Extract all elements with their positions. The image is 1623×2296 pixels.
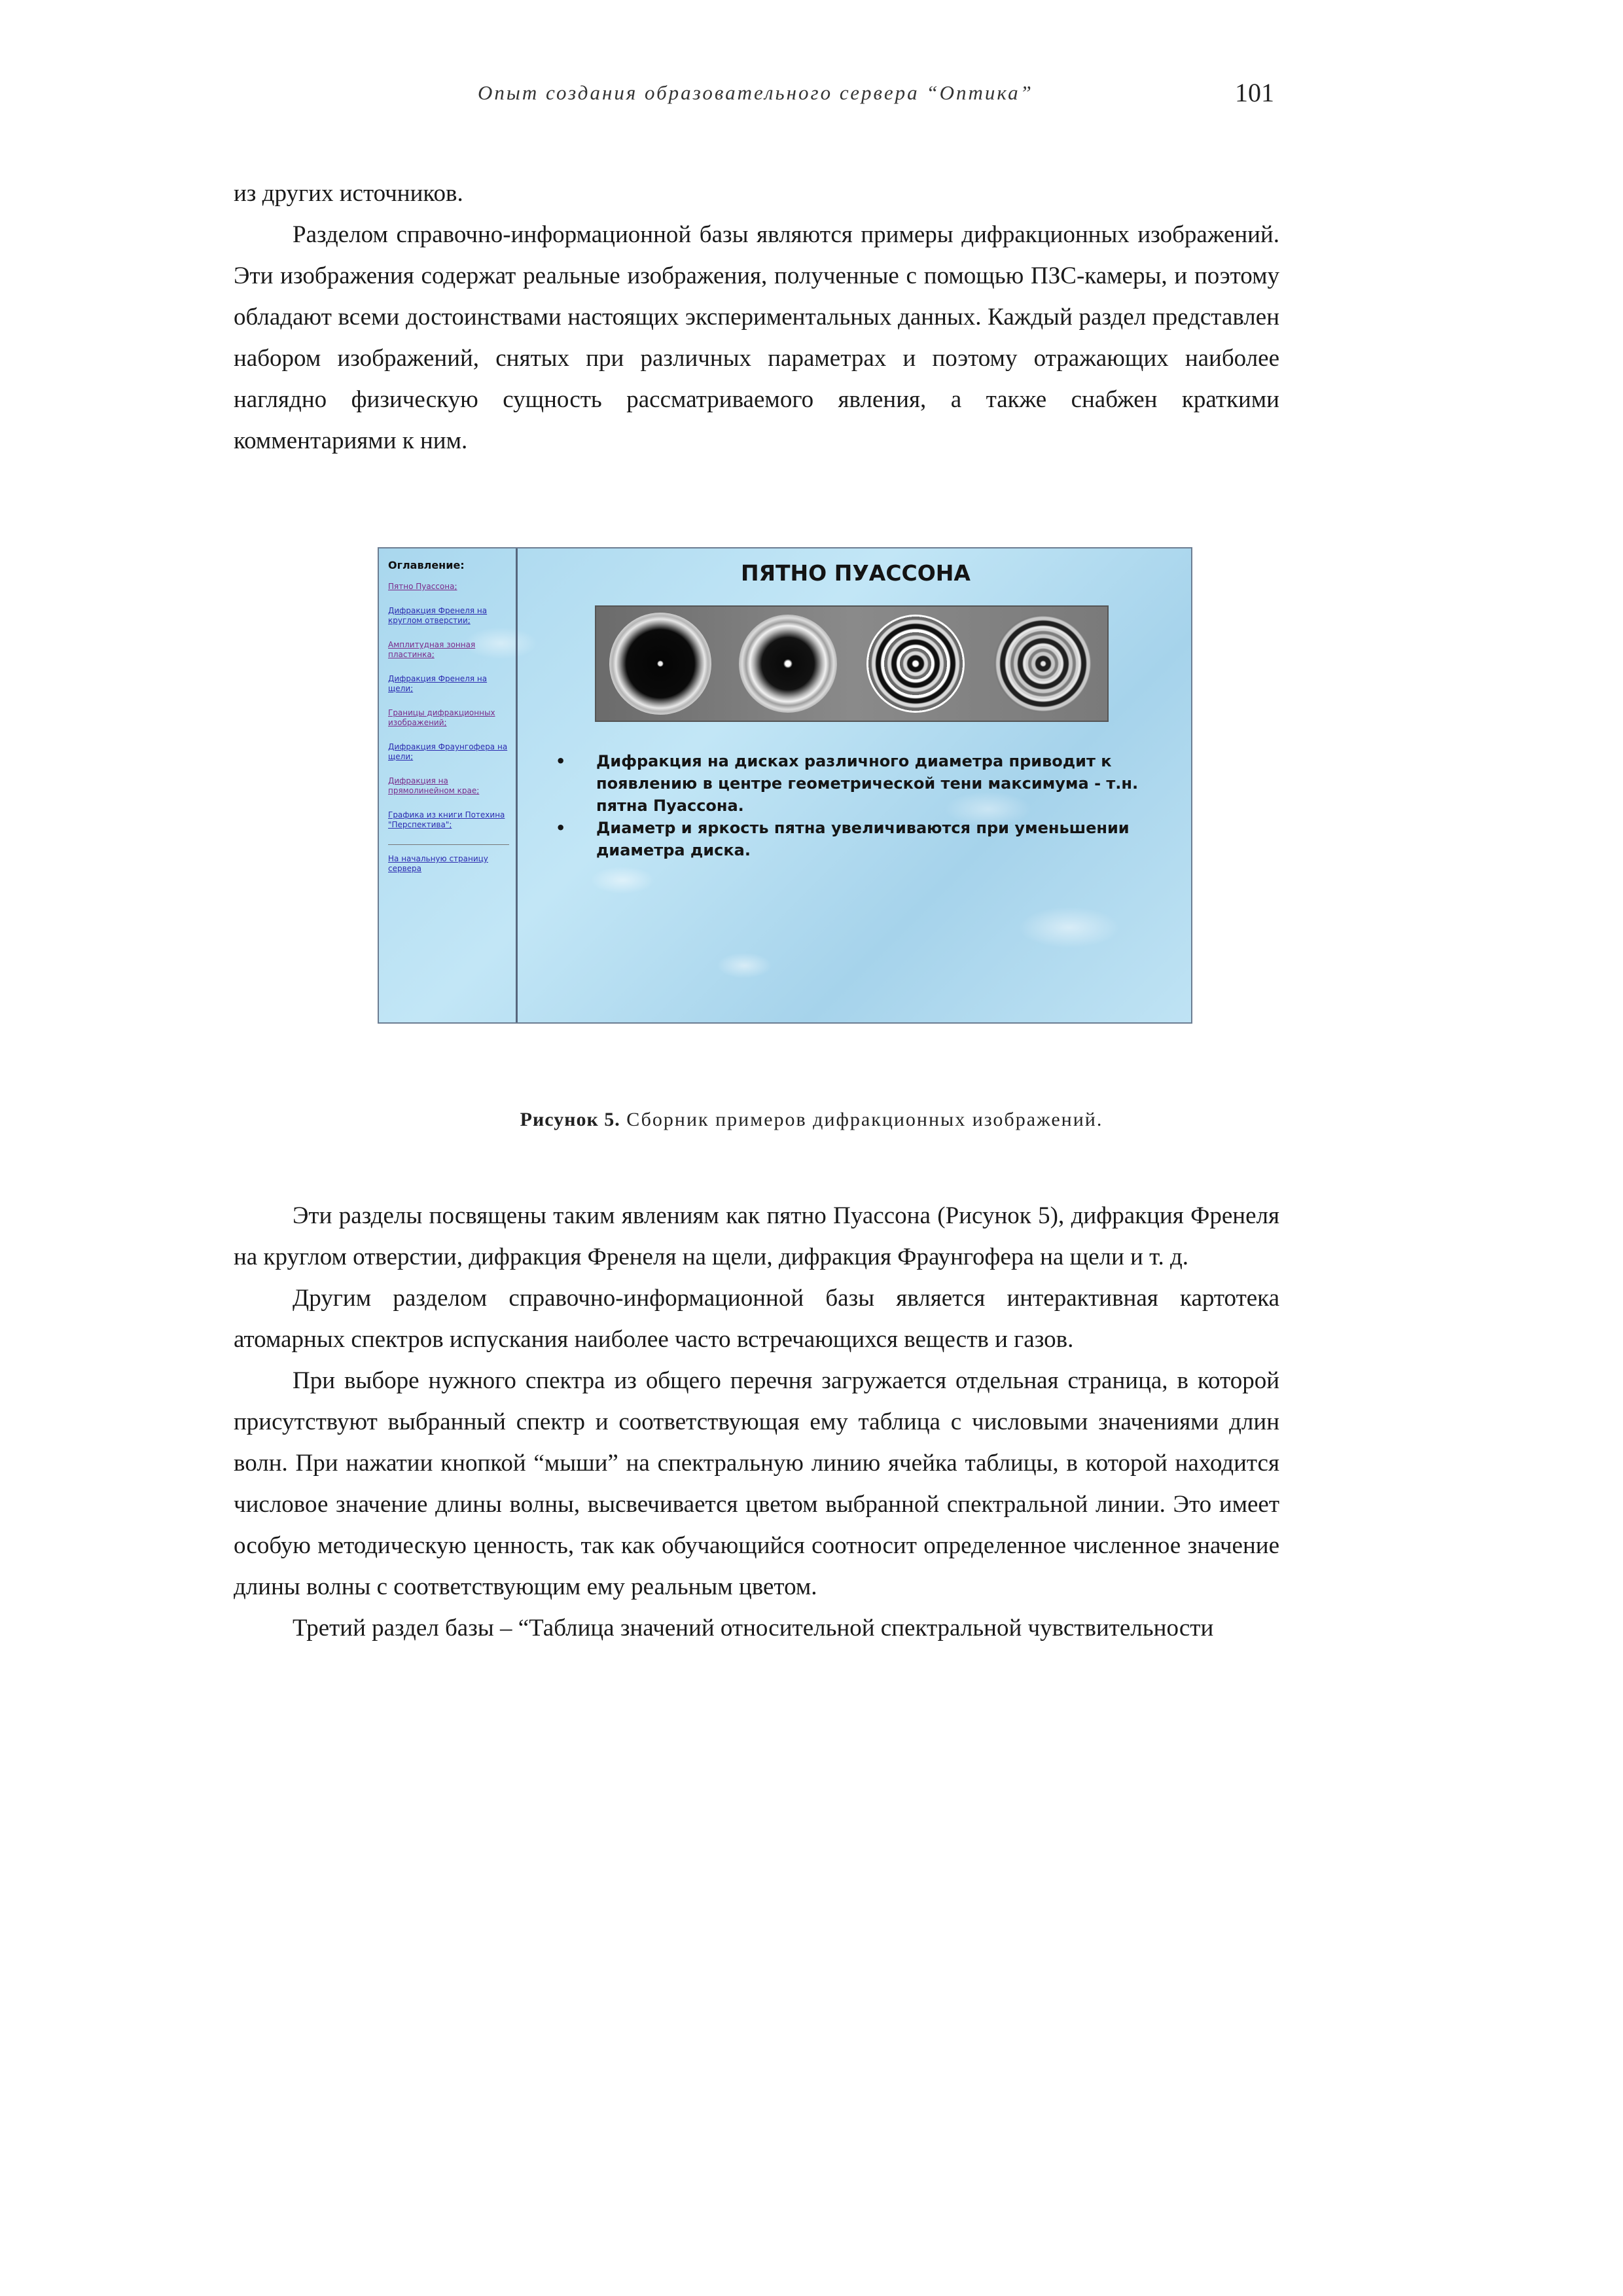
sidebar-link[interactable]: Графика из книги Потехина "Перспектива"; (388, 810, 505, 829)
diffraction-image-strip (595, 605, 1109, 722)
home-link[interactable]: На начальную страницу сервера (388, 854, 488, 873)
caption-text: Сборник примеров дифракционных изображений. (626, 1109, 1103, 1130)
running-title: Опыт создания образовательного сервера “Оптика” (478, 81, 1033, 104)
paragraph: Эти разделы посвящены таким явлениям как пятно Пуассона (Рисунок 5), дифракция Френеля на круглом отверстии, дифракция Френеля на щели, дифракция Фраунгофера на щели и т. д. (234, 1202, 1279, 1270)
figure-sidebar (379, 548, 518, 1022)
sidebar-link[interactable]: Дифракция Фраунгофера на щели; (388, 742, 508, 761)
sidebar-link[interactable]: Амплитудная зонная пластинка; (388, 640, 476, 659)
body-text-top (234, 173, 1279, 461)
sidebar-link[interactable]: Дифракция Френеля на щели; (388, 674, 488, 693)
page-number: 101 (1235, 78, 1274, 107)
paragraph: При выборе нужного спектра из общего перечня загружается отдельная страница, в которой присутствуют выбранный спектр и соответствующая ему таблица с числовыми значениями длин волн. При нажатии кнопкой “мыши” на спектральную линию ячейка таблицы, в которой находится числовое значение длины волны, высвечивается цветом выбранной спектральной линии. Это имеет особую методическую ценность, так как обучающийся соотносит определенное численное значение длины волны с соответствующим ему реальным цветом. (234, 1367, 1279, 1600)
figure-title: ПЯТНО ПУАССОНА (741, 560, 971, 586)
diffraction-pattern-2 (724, 607, 851, 721)
diffraction-pattern-4 (980, 607, 1107, 721)
caption-label: Рисунок 5. (520, 1109, 620, 1130)
diffraction-pattern-1 (596, 607, 724, 721)
sidebar-link[interactable]: Границы дифракционных изображений; (388, 708, 495, 727)
paragraph: Разделом справочно-информационной базы являются примеры дифракционных изображений. Эти изображения содержат реальные изображения, полученные с помощью ПЗС-камеры, и поэтому обладают всеми достоинствами настоящих экспериментальных данных. Каждый раздел представлен набором изображений, снятых при различных параметрах и поэтому отражающих наиболее наглядно физическую сущность рассматриваемого явления, а также снабжен краткими комментариями к ним. (234, 221, 1279, 454)
sidebar-link[interactable]: Пятно Пуассона; (388, 582, 457, 591)
paragraph: из других источников. (234, 180, 463, 207)
bullet-item: • Дифракция на дисках различного диаметра приводит к появлению в центре геометрической тени максимума - т.н. пятна Пуассона. (556, 750, 1171, 817)
paragraph: Другим разделом справочно-информационной базы является интерактивная картотека атомарных спектров испускания наиболее часто встречающихся веществ и газов. (234, 1285, 1279, 1353)
sidebar-title: Оглавление: (388, 559, 465, 571)
figure-caption (0, 1109, 1623, 1131)
bullet-item: • Диаметр и яркость пятна увеличиваются при уменьшении диаметра диска. (556, 817, 1171, 861)
diffraction-pattern-3 (852, 607, 980, 721)
sidebar-link[interactable]: Дифракция Френеля на круглом отверстии; (388, 606, 488, 625)
figure-screenshot (378, 547, 1192, 1024)
body-text-bottom (234, 1195, 1279, 1649)
figure-bullets (556, 750, 1171, 861)
sidebar-divider (388, 844, 509, 845)
sidebar-link[interactable]: Дифракция на прямолинейном крае; (388, 776, 480, 795)
paragraph: Третий раздел базы – “Таблица значений относительной спектральной чувствительности (293, 1615, 1214, 1641)
